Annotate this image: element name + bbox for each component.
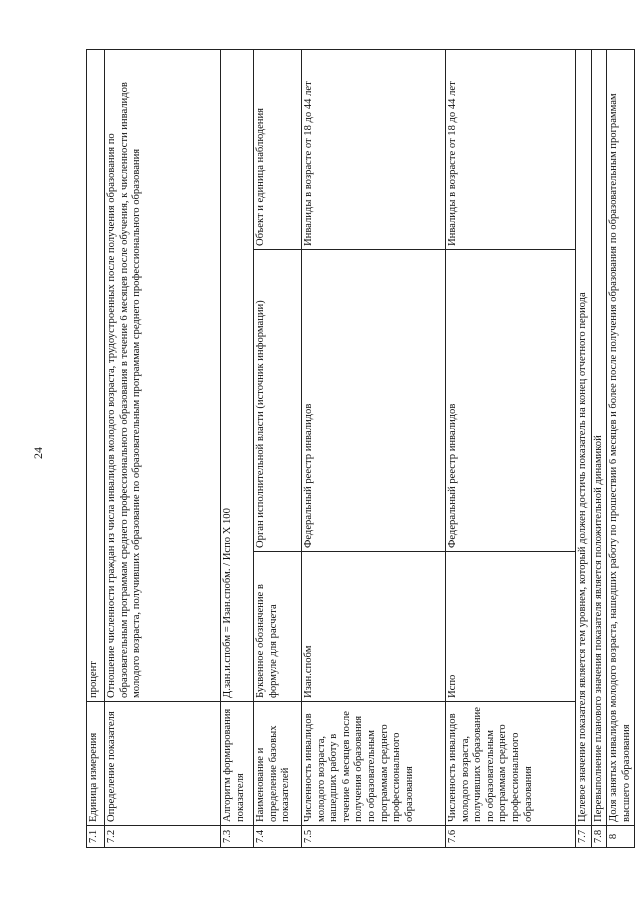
row-number: 7.5: [302, 826, 446, 848]
page-number: 24: [31, 447, 45, 459]
column-header-object: Объект и единица наблюдения: [254, 49, 302, 249]
row-number: 7.4: [254, 826, 302, 848]
row-formula: Д.зан.и.спобм = Изан.спобм. / Испо Х 100: [221, 49, 254, 701]
row-value: Отношение численности граждан из числа инвалидов молодого возраста, трудоустроенных после получения образования по образовательным программам среднего профессионального образования в течение 6 месяцев после обучения, к численности инвалидов молодого возраста, получивших образование по образовательным программам среднего профессионального образования: [105, 49, 221, 701]
row-label: Алгоритм формирования показателя: [221, 702, 254, 826]
row-number: 7.6: [446, 826, 576, 848]
row-label: Численность инвалидов молодого возраста, получивших образование по образовательным программам среднего профессионального образования: [446, 702, 576, 826]
cell-object: Инвалиды в возрасте от 18 до 44 лет: [446, 49, 576, 249]
row-text: Целевое значение показателя является тем уровнем, который должен достичь показатель на конец отчетного периода: [576, 49, 592, 825]
row-7-7: [576, 49, 592, 847]
row-7-4: [254, 49, 302, 847]
rotated-page-content: [86, 50, 632, 848]
column-header-source: Орган исполнительной власти (источник информации): [254, 250, 302, 552]
row-number: 8: [607, 826, 635, 848]
indicator-table: [86, 49, 635, 848]
cell-letter: Изан.спобм: [302, 552, 446, 702]
column-header-letter: Буквенное обозначение в формуле для расчета: [254, 552, 302, 702]
row-value: процент: [87, 49, 105, 701]
cell-source: Федеральный реестр инвалидов: [302, 250, 446, 552]
row-7-2: [105, 49, 221, 847]
row-7-6: [446, 49, 576, 847]
row-7-8: [591, 49, 607, 847]
row-number: 7.3: [221, 826, 254, 848]
row-7-3: [221, 49, 254, 847]
row-label: Наименование и определение базовых показателей: [254, 702, 302, 826]
row-number: 7.2: [105, 826, 221, 848]
row-text: Доля занятых инвалидов молодого возраста, нашедших работу по прошествии 6 месяцев и более после получения образования по образовательным программам высшего образования: [607, 49, 635, 825]
row-number: 7.7: [576, 826, 592, 848]
row-text: Перевыполнение планового значения показателя является положительной динамикой: [591, 49, 607, 825]
row-7-5: [302, 49, 446, 847]
row-7-1: [87, 49, 105, 847]
row-number: 7.1: [87, 826, 105, 848]
cell-letter: Испо: [446, 552, 576, 702]
row-8: [607, 49, 635, 847]
row-label: Численность инвалидов молодого возраста, нашедших работу в течение 6 месяцев после получения образования по образовательным программам среднего профессионального образования: [302, 702, 446, 826]
row-label: Определение показателя: [105, 702, 221, 826]
cell-source: Федеральный реестр инвалидов: [446, 250, 576, 552]
row-label: Единица измерения: [87, 702, 105, 826]
cell-object: Инвалиды в возрасте от 18 до 44 лет: [302, 49, 446, 249]
row-number: 7.8: [591, 826, 607, 848]
